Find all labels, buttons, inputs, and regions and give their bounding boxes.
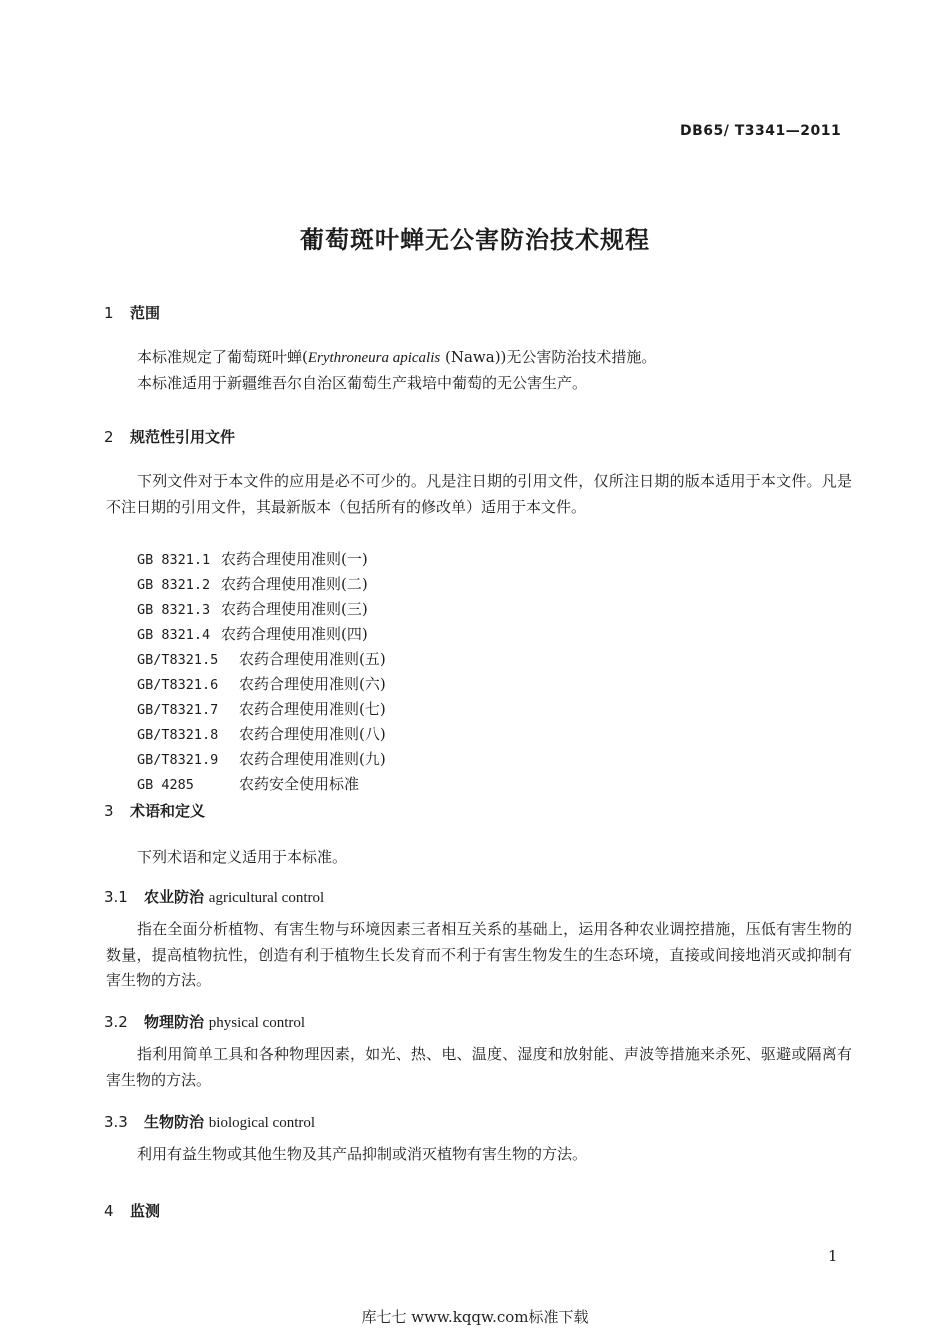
reference-item — [137, 623, 368, 644]
term-3-1-definition: 指在全面分析植物、有害生物与环境因素三者相互关系的基础上，运用各种农业调控措施，压低有害生物的数量，提高植物抗性，创造有利于植物生长发育而不利于有害生物发生的生态环境，直接或间接地消灭或抑制有害生物的方法。 — [106, 920, 852, 989]
reference-title: 农药合理使用准则(七) — [239, 700, 386, 718]
reference-item — [137, 648, 386, 669]
footer-watermark: 库七七 www.kqqw.com标准下载 — [361, 1308, 589, 1326]
reference-title: 农药合理使用准则(四) — [221, 625, 368, 643]
section-title: 范围 — [130, 304, 161, 322]
section-number: 3 — [104, 802, 114, 820]
section-title: 术语和定义 — [130, 802, 206, 820]
term-number: 3.3 — [104, 1113, 128, 1131]
section-number: 1 — [104, 304, 114, 322]
term-3-3-heading — [104, 1111, 315, 1132]
term-3-2-definition: 指利用简单工具和各种物理因素，如光、热、电、温度、湿度和放射能、声波等措施来杀死、驱避或隔离有害生物的方法。 — [106, 1045, 852, 1089]
term-en: physical control — [208, 1015, 306, 1031]
reference-item — [137, 598, 368, 619]
page-number: 1 — [828, 1247, 838, 1265]
reference-title: 农药合理使用准则(一) — [221, 550, 368, 568]
section-3-heading — [104, 800, 205, 821]
section-1-paragraph-1 — [137, 345, 656, 371]
reference-code: GB 8321.2 — [137, 577, 211, 593]
section-2-heading — [104, 426, 235, 447]
reference-code: GB 8321.3 — [137, 602, 211, 618]
term-number: 3.2 — [104, 1013, 128, 1031]
term-number: 3.1 — [104, 888, 128, 906]
reference-code: GB 4285 — [137, 777, 194, 793]
section-4-heading — [104, 1200, 160, 1221]
reference-title: 农药合理使用准则(六) — [239, 675, 386, 693]
section-1-paragraph-2: 本标准适用于新疆维吾尔自治区葡萄生产栽培中葡萄的无公害生产。 — [137, 374, 588, 392]
reference-item — [137, 723, 386, 744]
latin-name: Erythroneura apicalis — [307, 350, 441, 366]
term-zh: 生物防治 — [144, 1113, 205, 1131]
text-span: (Nawa))无公害防治技术措施。 — [440, 348, 657, 366]
reference-item — [137, 548, 368, 569]
reference-code: GB/T8321.8 — [137, 727, 219, 743]
reference-title: 农药合理使用准则(三) — [221, 600, 368, 618]
term-en: biological control — [208, 1115, 316, 1131]
document-number: DB65/ T3341—2011 — [680, 123, 842, 139]
term-zh: 农业防治 — [144, 888, 205, 906]
reference-code: GB/T8321.7 — [137, 702, 219, 718]
term-3-3-definition: 利用有益生物或其他生物及其产品抑制或消灭植物有害生物的方法。 — [137, 1145, 588, 1163]
reference-title: 农药合理使用准则(九) — [239, 750, 386, 768]
section-3-intro: 下列术语和定义适用于本标准。 — [137, 848, 348, 866]
reference-code: GB/T8321.9 — [137, 752, 219, 768]
section-2-intro: 下列文件对于本文件的应用是必不可少的。凡是注日期的引用文件，仅所注日期的版本适用于本文件。凡是不注日期的引用文件，其最新版本（包括所有的修改单）适用于本文件。 — [106, 472, 852, 516]
section-number: 2 — [104, 428, 114, 446]
reference-code: GB 8321.1 — [137, 552, 211, 568]
reference-title: 农药安全使用标准 — [239, 775, 360, 793]
reference-code: GB/T8321.6 — [137, 677, 219, 693]
term-zh: 物理防治 — [144, 1013, 205, 1031]
section-number: 4 — [104, 1202, 114, 1220]
reference-code: GB/T8321.5 — [137, 652, 219, 668]
section-title: 监测 — [130, 1202, 161, 1220]
reference-title: 农药合理使用准则(八) — [239, 725, 386, 743]
term-3-2-heading — [104, 1011, 305, 1032]
reference-title: 农药合理使用准则(二) — [221, 575, 368, 593]
reference-code: GB 8321.4 — [137, 627, 211, 643]
page-title: 葡萄斑叶蝉无公害防治技术规程 — [300, 226, 650, 254]
section-1-heading — [104, 302, 160, 323]
reference-item — [137, 573, 368, 594]
text-span: 本标准规定了葡萄斑叶蝉( — [137, 348, 308, 366]
reference-item — [137, 673, 386, 694]
section-title: 规范性引用文件 — [130, 428, 236, 446]
reference-title: 农药合理使用准则(五) — [239, 650, 386, 668]
reference-item — [137, 698, 386, 719]
reference-item — [137, 773, 359, 794]
term-3-1-heading — [104, 886, 324, 907]
reference-item — [137, 748, 386, 769]
term-en: agricultural control — [208, 890, 325, 906]
